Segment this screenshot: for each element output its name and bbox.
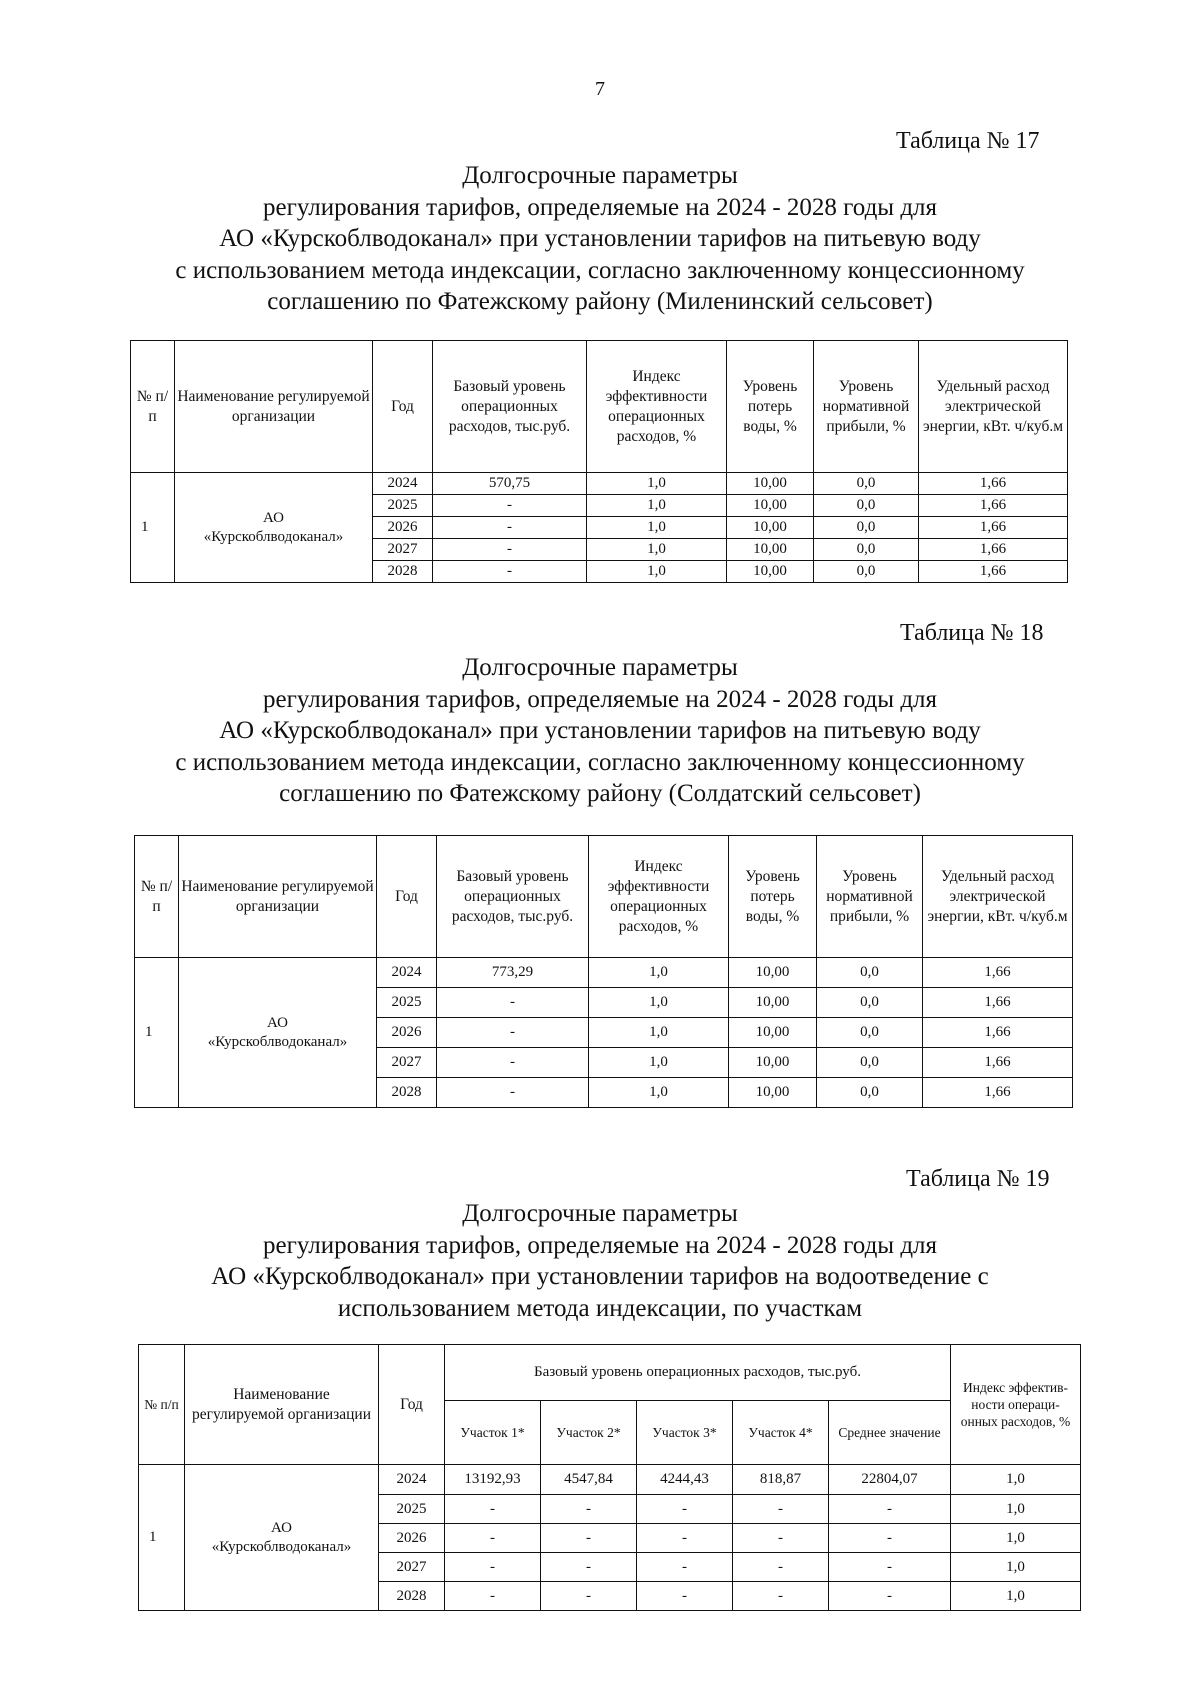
cell-section-4: - [733, 1582, 829, 1611]
row-num: 1 [139, 1465, 185, 1611]
heading-line: АО «Курскоблводоканал» при установлении тарифов на питьевую воду [219, 717, 981, 744]
header-index: Индекс эффектив-ности операци-онных расходов, % [951, 1345, 1081, 1465]
cell-base: - [437, 1018, 589, 1048]
cell-profit: 0,0 [817, 988, 923, 1018]
cell-index: 1,0 [589, 1048, 729, 1078]
header-num: № п/п [139, 1345, 185, 1465]
header-loss: Уровень потерь воды, % [727, 341, 814, 473]
org-name-line: «Курскоблводоканал» [207, 1033, 348, 1050]
table-18-heading [120, 652, 1080, 810]
cell-energy: 1,66 [923, 1078, 1073, 1108]
org-name [175, 473, 373, 583]
cell-section-3: 4244,43 [637, 1465, 733, 1495]
header-base: Базовый уровень операционных расходов, тыс.руб. [437, 836, 589, 958]
cell-section-3: - [637, 1582, 733, 1611]
cell-profit: 0,0 [814, 473, 919, 495]
table-17-heading [120, 160, 1080, 318]
cell-index: 1,0 [951, 1495, 1081, 1524]
cell-index: 1,0 [587, 539, 727, 561]
org-name-line: АО [263, 509, 284, 526]
org-name [185, 1465, 379, 1611]
heading-line: с использованием метода индексации, согласно заключенному концессионному [175, 748, 1025, 776]
org-name [179, 958, 377, 1108]
cell-year: 2028 [373, 561, 433, 583]
header-section-1: Участок 1* [445, 1401, 541, 1465]
table-row [135, 958, 1073, 988]
cell-index: 1,0 [589, 1078, 729, 1108]
cell-year: 2024 [373, 473, 433, 495]
heading-line: с использованием метода индексации, согласно заключенному концессионному [175, 256, 1025, 284]
header-index: Индекс эффективности операционных расходов, % [587, 341, 727, 473]
page-number: 7 [595, 78, 605, 100]
header-year: Год [377, 836, 437, 958]
cell-index: 1,0 [587, 473, 727, 495]
org-name-line: АО [271, 1519, 292, 1536]
cell-year: 2024 [377, 958, 437, 988]
heading-line: соглашению по Фатежскому району (Солдатский сельсовет) [279, 780, 921, 807]
cell-section-4: - [733, 1495, 829, 1524]
table-18-label: Таблица № 18 [900, 620, 1044, 646]
cell-year: 2026 [377, 1018, 437, 1048]
table-19-label: Таблица № 19 [906, 1166, 1050, 1192]
cell-base: 570,75 [433, 473, 587, 495]
cell-base: - [433, 539, 587, 561]
cell-index: 1,0 [589, 958, 729, 988]
cell-index: 1,0 [587, 561, 727, 583]
header-num: № п/п [135, 836, 179, 958]
cell-section-2: - [541, 1553, 637, 1582]
cell-index: 1,0 [587, 495, 727, 517]
cell-energy: 1,66 [919, 517, 1068, 539]
cell-base: - [433, 561, 587, 583]
heading-line: регулирования тарифов, определяемые на 2024 - 2028 годы для [262, 1231, 938, 1259]
cell-profit: 0,0 [814, 539, 919, 561]
cell-energy: 1,66 [923, 1018, 1073, 1048]
cell-section-3: - [637, 1495, 733, 1524]
cell-year: 2024 [379, 1465, 445, 1495]
cell-base: - [433, 517, 587, 539]
cell-profit: 0,0 [817, 1078, 923, 1108]
table-17-label: Таблица № 17 [896, 128, 1040, 154]
header-profit: Уровень нормативной прибыли, % [814, 341, 919, 473]
cell-year: 2025 [377, 988, 437, 1018]
heading-line: использованием метода индексации, по участкам [337, 1294, 863, 1322]
header-index: Индекс эффективности операционных расходов, % [589, 836, 729, 958]
row-num: 1 [135, 958, 179, 1108]
header-org: Наименование регулируемой организации [185, 1345, 379, 1465]
cell-loss: 10,00 [729, 1048, 817, 1078]
cell-average: - [829, 1582, 951, 1611]
cell-base: - [433, 495, 587, 517]
cell-energy: 1,66 [923, 958, 1073, 988]
header-energy: Удельный расход электрической энергии, кВт. ч/куб.м [919, 341, 1068, 473]
cell-section-3: - [637, 1524, 733, 1553]
heading-line: Долгосрочные параметры [462, 162, 738, 189]
cell-section-4: - [733, 1524, 829, 1553]
cell-year: 2027 [373, 539, 433, 561]
org-name-line: «Курскоблводоканал» [203, 528, 344, 545]
cell-average: - [829, 1553, 951, 1582]
cell-section-1: - [445, 1582, 541, 1611]
cell-year: 2026 [373, 517, 433, 539]
cell-section-1: 13192,93 [445, 1465, 541, 1495]
cell-section-2: - [541, 1524, 637, 1553]
cell-loss: 10,00 [727, 473, 814, 495]
cell-section-1: - [445, 1553, 541, 1582]
header-section-4: Участок 4* [733, 1401, 829, 1465]
header-average: Среднее значение [829, 1401, 951, 1465]
cell-average: - [829, 1524, 951, 1553]
heading-line: регулирования тарифов, определяемые на 2024 - 2028 годы для [262, 685, 938, 713]
cell-section-2: - [541, 1495, 637, 1524]
heading-line: Долгосрочные параметры [462, 1200, 738, 1227]
cell-year: 2025 [373, 495, 433, 517]
cell-index: 1,0 [589, 988, 729, 1018]
cell-section-4: - [733, 1553, 829, 1582]
table-row [131, 473, 1068, 495]
cell-index: 1,0 [589, 1018, 729, 1048]
heading-line: АО «Курскоблводоканал» при установлении тарифов на питьевую воду [219, 225, 981, 252]
heading-line: соглашению по Фатежскому району (Миленинский сельсовет) [267, 288, 933, 315]
row-num: 1 [131, 473, 175, 583]
cell-index: 1,0 [951, 1553, 1081, 1582]
cell-loss: 10,00 [729, 1078, 817, 1108]
header-org: Наименование регулируемой организации [179, 836, 377, 958]
header-energy: Удельный расход электрической энергии, кВт. ч/куб.м [923, 836, 1073, 958]
table-19 [138, 1344, 1081, 1611]
table-18 [134, 835, 1073, 1108]
cell-section-1: - [445, 1495, 541, 1524]
header-base: Базовый уровень операционных расходов, тыс.руб. [433, 341, 587, 473]
cell-energy: 1,66 [919, 495, 1068, 517]
cell-profit: 0,0 [817, 958, 923, 988]
cell-base: 773,29 [437, 958, 589, 988]
cell-section-3: - [637, 1553, 733, 1582]
cell-energy: 1,66 [919, 561, 1068, 583]
org-name-line: «Курскоблводоканал» [211, 1538, 352, 1555]
header-org: Наименование регулируемой организации [175, 341, 373, 473]
cell-profit: 0,0 [814, 561, 919, 583]
cell-year: 2026 [379, 1524, 445, 1553]
cell-loss: 10,00 [727, 561, 814, 583]
cell-index: 1,0 [951, 1465, 1081, 1495]
cell-base: - [437, 988, 589, 1018]
heading-line: Долгосрочные параметры [462, 654, 738, 681]
cell-energy: 1,66 [923, 1048, 1073, 1078]
cell-index: 1,0 [951, 1524, 1081, 1553]
cell-section-2: 4547,84 [541, 1465, 637, 1495]
cell-section-1: - [445, 1524, 541, 1553]
heading-line: регулирования тарифов, определяемые на 2024 - 2028 годы для [262, 193, 938, 221]
cell-year: 2028 [379, 1582, 445, 1611]
cell-loss: 10,00 [729, 1018, 817, 1048]
cell-base: - [437, 1078, 589, 1108]
header-section-2: Участок 2* [541, 1401, 637, 1465]
cell-energy: 1,66 [919, 539, 1068, 561]
cell-loss: 10,00 [727, 517, 814, 539]
cell-average: - [829, 1495, 951, 1524]
header-year: Год [373, 341, 433, 473]
cell-loss: 10,00 [729, 988, 817, 1018]
cell-year: 2027 [379, 1553, 445, 1582]
cell-average: 22804,07 [829, 1465, 951, 1495]
table-row [139, 1465, 1081, 1495]
cell-energy: 1,66 [923, 988, 1073, 1018]
cell-section-4: 818,87 [733, 1465, 829, 1495]
cell-profit: 0,0 [817, 1018, 923, 1048]
header-profit: Уровень нормативной прибыли, % [817, 836, 923, 958]
cell-loss: 10,00 [727, 495, 814, 517]
header-num: № п/п [131, 341, 175, 473]
header-loss: Уровень потерь воды, % [729, 836, 817, 958]
cell-section-2: - [541, 1582, 637, 1611]
heading-line: АО «Курскоблводоканал» при установлении тарифов на водоотведение с [211, 1263, 989, 1290]
cell-year: 2027 [377, 1048, 437, 1078]
cell-year: 2028 [377, 1078, 437, 1108]
org-name-line: АО [267, 1014, 288, 1031]
table-19-heading [120, 1198, 1080, 1324]
header-section-3: Участок 3* [637, 1401, 733, 1465]
cell-profit: 0,0 [814, 517, 919, 539]
cell-base: - [437, 1048, 589, 1078]
cell-profit: 0,0 [817, 1048, 923, 1078]
cell-index: 1,0 [951, 1582, 1081, 1611]
cell-profit: 0,0 [814, 495, 919, 517]
header-year: Год [379, 1345, 445, 1465]
table-17 [130, 340, 1068, 583]
cell-loss: 10,00 [729, 958, 817, 988]
cell-energy: 1,66 [919, 473, 1068, 495]
header-base-group: Базовый уровень операционных расходов, тыс.руб. [445, 1345, 951, 1401]
cell-index: 1,0 [587, 517, 727, 539]
cell-loss: 10,00 [727, 539, 814, 561]
cell-year: 2025 [379, 1495, 445, 1524]
